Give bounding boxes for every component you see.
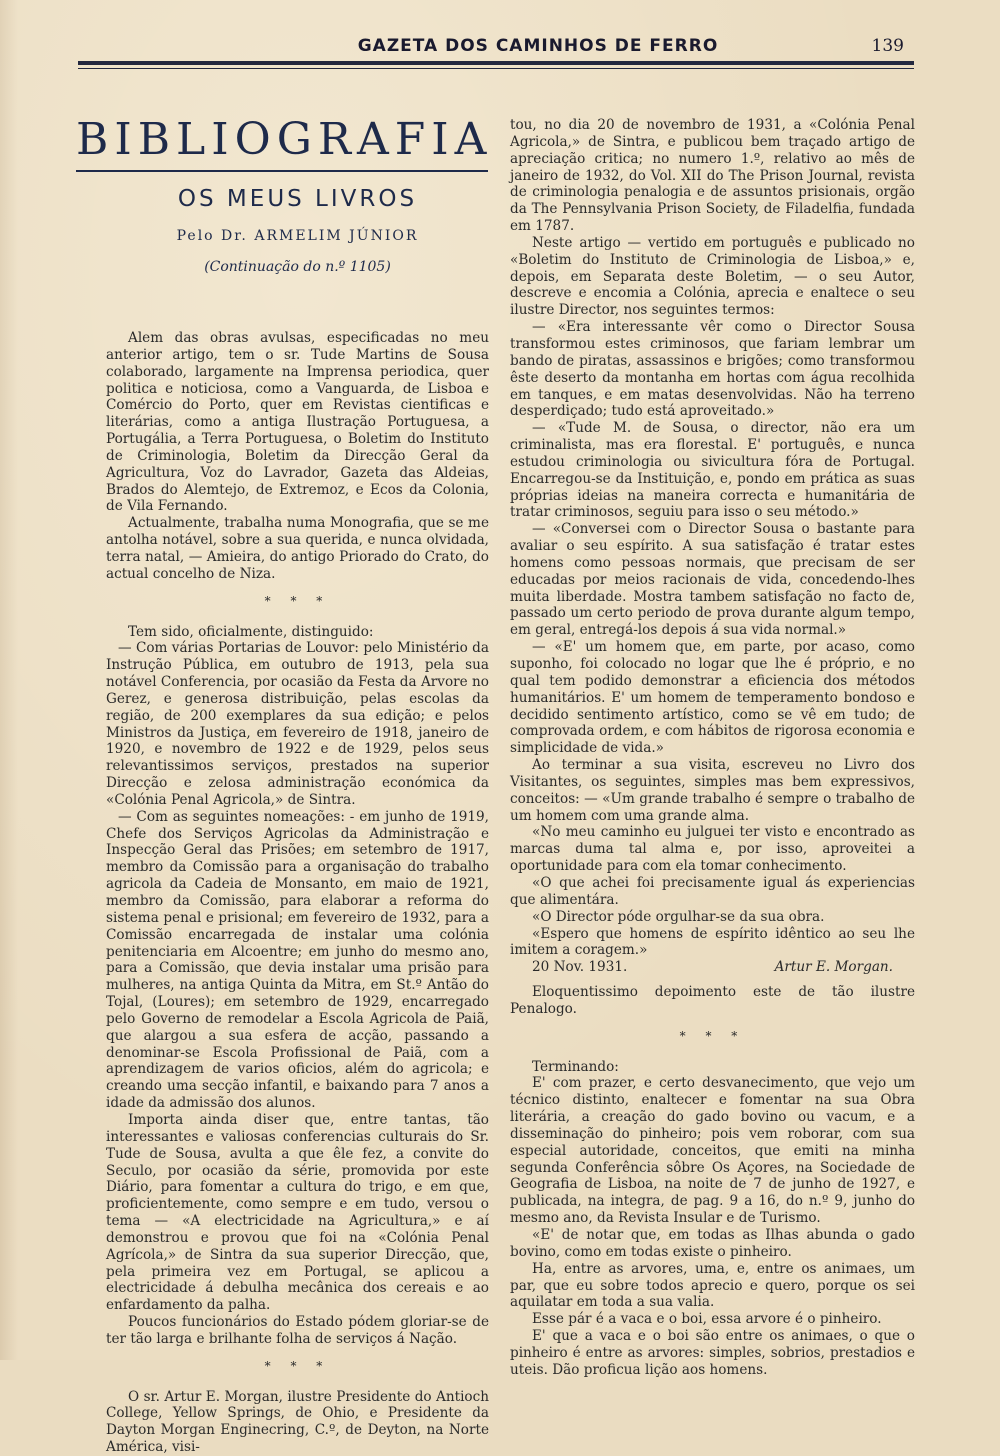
section-title: BIBLIOGRAFIA bbox=[76, 114, 493, 165]
quote-paragraph: — «Tude M. de Sousa, o director, não era um criminalista, mas era florestal. E' português, e nunca estudou criminologia ou sivicultura fóra de Portugal. Encarregou-se da Instituição, e, pondo em prática as suas próprias ideias na maneira correcta e humanitária de tratar criminosos, seguiu para isso o seu método.» bbox=[510, 420, 915, 521]
header-rule bbox=[78, 61, 914, 65]
section-title-rule bbox=[76, 170, 488, 172]
quote-paragraph: «Espero que homens de espírito idêntico ao seu lhe imitem a coragem.» bbox=[510, 925, 915, 959]
quote-paragraph: «O Director póde orgulhar-se da sua obra. bbox=[532, 908, 825, 925]
paragraph: Alem das obras avulsas, especificadas no meu anterior artigo, tem o sr. Tude Martins de Sousa colaborado, largamente na Imprensa periodica, quer politica e noticiosa, como a Vanguarda, de Lisboa e Comércio do Porto, quer em Revistas cientificas e literárias, como a antiga Ilustração Portuguesa, a Portugália, a Terra Portuguesa, o Boletim do Instituto de Criminologia, Boletim da Direcção Geral da Agricultura, Voz do Lavrador, Gazeta das Aldeias, Brados do Alemtejo, de Extremoz, e Ecos da Colonia, de Vila Fernando. bbox=[106, 330, 489, 515]
continuation-note: (Continuação do n.º 1105) bbox=[204, 259, 391, 275]
signature-line bbox=[510, 959, 915, 976]
paragraph: Neste artigo — vertido em português e publicado no «Boletim do Instituto de Criminologia de Lisboa,» e, depois, em Separata deste Boletim, — o seu Autor, descreve e encomia a Colónia, aprecia e enaltece o seu ilustre Director, nos seguintes termos: bbox=[510, 234, 915, 319]
quote-paragraph: «O que achei foi precisamente igual ás experiencias que alimentára. bbox=[510, 874, 915, 908]
paragraph: Importa ainda diser que, entre tantas, tão interessantes e valiosas conferencias culturais do Sr. Tude de Sousa, avulta a que êle fez, a convite do Seculo, por ocasião da série, promovida por este Diário, para fomentar a cultura do trigo, e em que, proficientemente, como sempre e em tudo, versou o tema — «A electricidade na Agricultura,» e aí demonstrou e provou que foi na «Colónia Penal Agrícola,» de Sintra da sua superior Direcção, que, pela primeira vez em Portugal, se aplicou a electricidade á debulha mecânica dos cereais e ao enfardamento da palha. bbox=[106, 1111, 489, 1314]
paragraph: tou, no dia 20 de novembro de 1931, a «Colónia Penal Agricola,» de Sintra, e publicou bem traçado artigo de apreciação critica; no numero 1.º, relativo ao mês de janeiro de 1932, do Vol. XII do The Prison Journal, revista de criminologia penalogia e de assuntos prisionais, orgão da The Pennsylvania Prison Society, de Filadelfia, fundada em 1787. bbox=[510, 117, 915, 235]
section-separator: * * * bbox=[679, 1028, 746, 1043]
journal-title: GAZETA DOS CAMINHOS DE FERRO bbox=[357, 36, 719, 56]
quote-paragraph: «No meu caminho eu julguei ter visto e encontrado as marcas duma tal alma e, por isso, aproveitei a oportunidade para com ela tomar conhecimento. bbox=[510, 824, 915, 875]
paragraph: Ao terminar a sua visita, escreveu no Livro dos Visitantes, os seguintes, simples mas bem expressivos, conceitos: — «Um grande trabalho é sempre o trabalho de um homem com uma grande alma. bbox=[510, 757, 915, 824]
paragraph: Terminando: bbox=[532, 1058, 619, 1075]
page-header bbox=[78, 36, 914, 78]
left-column bbox=[106, 330, 489, 1456]
signature-date: 20 Nov. 1931. bbox=[532, 959, 628, 976]
paragraph: E' que a vaca e o boi são entre os animaes, o que o pinheiro é entre as arvores: simples, sobrios, prestadios e uteis. Dão proficua lição aos homens. bbox=[510, 1328, 915, 1378]
section-separator: * * * bbox=[264, 1358, 331, 1373]
section-separator: * * * bbox=[264, 593, 331, 608]
article-subtitle: OS MEUS LIVROS bbox=[177, 186, 418, 212]
paragraph: «E' de notar que, em todas as Ilhas abunda o gado bovino, como em todas existe o pinheiro. bbox=[510, 1227, 915, 1260]
quote-paragraph: — «E' um homem que, em parte, por acaso, como suponho, foi colocado no logar que lhe é próprio, e no qual tem podido demonstrar a eficiencia dos métodos humanitários. E' um homem de temperamento bondoso e decidido sentimento artístico, como se vê em tudo; de comprovada ordem, e com hábitos de rigorosa economia e simplicidade de vida.» bbox=[510, 639, 915, 757]
paragraph: Actualmente, trabalha numa Monografia, que se me antolha notável, sobre a sua querida, e nunca olvidada, terra natal, — Amieira, do antigo Priorado do Crato, do actual concelho de Niza. bbox=[106, 515, 489, 582]
header-rule-thin bbox=[78, 68, 914, 69]
paragraph: Tem sido, oficialmente, distinguido: bbox=[128, 623, 374, 640]
signature-name: Artur E. Morgan. bbox=[774, 959, 893, 976]
paragraph: Eloquentissimo depoimento este de tão ilustre Penalogo. bbox=[510, 984, 915, 1017]
paragraph: — Com as seguintes nomeações: - em junho de 1919, Chefe dos Serviços Agricolas da Administração e Inspecção Geral das Prisões; em setembro de 1917, membro da Comissão para a organisação do trabalho agricola da Cadeia de Monsanto, em maio de 1921, membro da Comissão, para elaborar a reforma do sistema penal e prisional; em fevereiro de 1932, para a Comissão encarregada de instalar uma colónia penitenciaria em Alcoentre; em junho do mesmo ano, para a Comissão, que devia instalar uma prisão para mulheres, na antiga Quinta da Mitra, em St.º Antão do Tojal, (Loures); em setembro de 1929, encarregado pelo Governo de remodelar a Escola Agricola de Paiã, que alargou a sua esfera de acção, passando a denominar-se Escola Profissional de Paiã, com a aprendizagem de varios oficios, além do agricola; e creando uma secção infantil, e baixando para 7 anos a idade da admissão dos alunos. bbox=[106, 808, 489, 1112]
quote-paragraph: — «Conversei com o Director Sousa o bastante para avaliar o seu espírito. A sua satisfação é tratar estes homens como pessoas normais, que precisam de ser educadas por meios racionais de vida, concedendo-lhes muita liberdade. Mostra tambem satisfação no facto de, passado um certo periodo de prova durante algum tempo, em geral, entregá-los depois á sua vida normal.» bbox=[510, 521, 915, 639]
page-number: 139 bbox=[871, 36, 904, 56]
paragraph: Poucos funcionários do Estado pódem gloriar-se de ter tão larga e brilhante folha de serviços á Nação. bbox=[106, 1314, 489, 1347]
right-column bbox=[510, 117, 915, 1379]
paragraph: E' com prazer, e certo desvanecimento, que vejo um técnico distinto, enaltecer e fomentar na sua Obra literária, a creação do gado bovino ou vacum, e a disseminação do pinheiro; pois vem roborar, com sua especial autoridade, conceitos, que emiti na minha segunda Conferência sôbre Os Açores, na Sociedade de Geografia de Lisboa, na noite de 7 de junho de 1927, e publicada, na integra, de pag. 9 a 16, do n.º 9, junho do mesmo ano, da Revista Insular e de Turismo. bbox=[510, 1075, 915, 1227]
paragraph: O sr. Artur E. Morgan, ilustre Presidente do Antioch College, Yellow Springs, de Ohio, e Presidente da Dayton Morgan Enginecring, C.º, de Deyton, na Norte América, visi- bbox=[106, 1388, 489, 1456]
paragraph: Ha, entre as arvores, uma, e, entre os animaes, um par, que eu sobre todos aprecio e quero, porque os sei aquilatar em toda a sua valia. bbox=[510, 1260, 915, 1311]
paragraph: Esse pár é a vaca e o boi, essa arvore é o pinheiro. bbox=[532, 1311, 882, 1328]
article-byline: Pelo Dr. ARMELIM JÚNIOR bbox=[176, 228, 419, 244]
paragraph: — Com várias Portarias de Louvor: pelo Ministério da Instrução Pública, em outubro de 1913, pela sua notável Conferencia, por ocasião da Festa da Arvore no Gerez, e generosa distribuição, pelas escolas da região, de 200 exemplares da sua edição; e pelos Ministros da Justiça, em fevereiro de 1918, janeiro de 1920, e novembro de 1922 e de 1929, pelos seus relevantissimos serviços, prestados na superior Direcção e zelosa administração económica da «Colónia Penal Agricola,» de Sintra. bbox=[106, 640, 489, 808]
quote-paragraph: — «Era interessante vêr como o Director Sousa transformou estes criminosos, que fariam lembrar um bando de piratas, assassinos e brigões; como transformou êste deserto da montanha em hortas com água recolhida em tanques, e em matas desenvolvidas. Não ha terreno desperdiçado; tudo está aproveitado.» bbox=[510, 319, 915, 420]
